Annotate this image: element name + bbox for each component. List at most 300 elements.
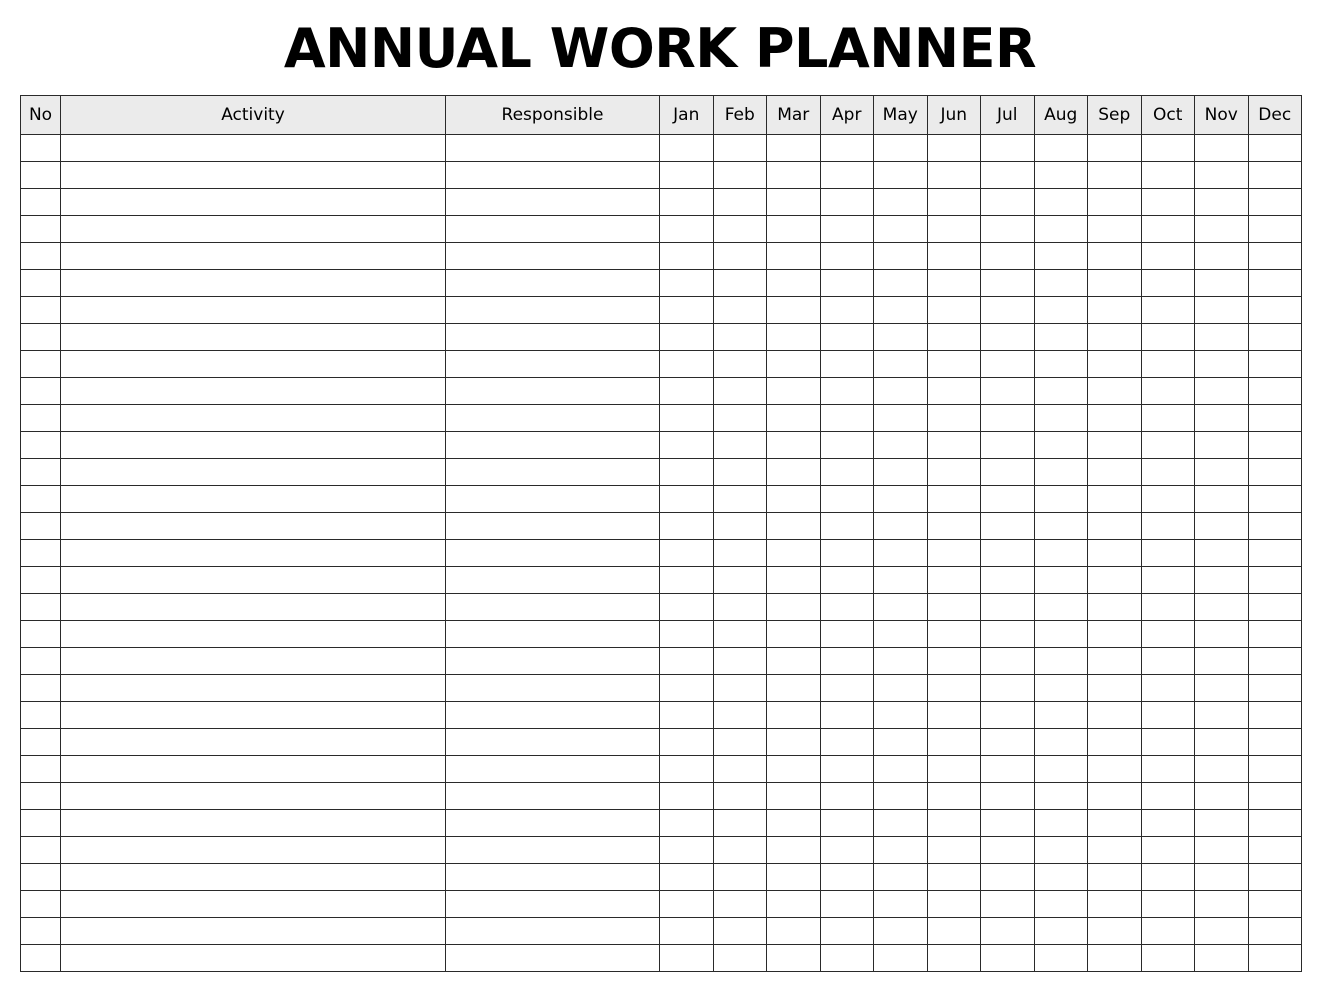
cell-no[interactable] bbox=[21, 810, 61, 837]
cell-nov[interactable] bbox=[1195, 189, 1249, 216]
cell-responsible[interactable] bbox=[446, 864, 660, 891]
cell-jun[interactable] bbox=[927, 189, 981, 216]
cell-activity[interactable] bbox=[61, 594, 446, 621]
cell-oct[interactable] bbox=[1141, 621, 1195, 648]
cell-jun[interactable] bbox=[927, 648, 981, 675]
cell-jul[interactable] bbox=[981, 216, 1035, 243]
cell-jun[interactable] bbox=[927, 405, 981, 432]
cell-no[interactable] bbox=[21, 216, 61, 243]
cell-responsible[interactable] bbox=[446, 837, 660, 864]
cell-feb[interactable] bbox=[713, 891, 767, 918]
cell-dec[interactable] bbox=[1248, 810, 1302, 837]
cell-activity[interactable] bbox=[61, 837, 446, 864]
cell-sep[interactable] bbox=[1088, 486, 1142, 513]
cell-apr[interactable] bbox=[820, 378, 874, 405]
cell-apr[interactable] bbox=[820, 945, 874, 972]
cell-feb[interactable] bbox=[713, 162, 767, 189]
cell-jun[interactable] bbox=[927, 810, 981, 837]
cell-activity[interactable] bbox=[61, 162, 446, 189]
cell-dec[interactable] bbox=[1248, 405, 1302, 432]
cell-activity[interactable] bbox=[61, 729, 446, 756]
cell-responsible[interactable] bbox=[446, 351, 660, 378]
cell-jun[interactable] bbox=[927, 945, 981, 972]
cell-apr[interactable] bbox=[820, 135, 874, 162]
cell-sep[interactable] bbox=[1088, 243, 1142, 270]
cell-sep[interactable] bbox=[1088, 648, 1142, 675]
cell-no[interactable] bbox=[21, 270, 61, 297]
cell-may[interactable] bbox=[874, 297, 928, 324]
cell-dec[interactable] bbox=[1248, 675, 1302, 702]
cell-no[interactable] bbox=[21, 945, 61, 972]
cell-jul[interactable] bbox=[981, 621, 1035, 648]
cell-mar[interactable] bbox=[767, 486, 821, 513]
cell-oct[interactable] bbox=[1141, 405, 1195, 432]
cell-dec[interactable] bbox=[1248, 648, 1302, 675]
cell-may[interactable] bbox=[874, 567, 928, 594]
cell-nov[interactable] bbox=[1195, 243, 1249, 270]
cell-nov[interactable] bbox=[1195, 297, 1249, 324]
cell-oct[interactable] bbox=[1141, 756, 1195, 783]
cell-jan[interactable] bbox=[660, 621, 714, 648]
cell-nov[interactable] bbox=[1195, 837, 1249, 864]
cell-aug[interactable] bbox=[1034, 432, 1088, 459]
cell-jan[interactable] bbox=[660, 756, 714, 783]
cell-oct[interactable] bbox=[1141, 675, 1195, 702]
cell-aug[interactable] bbox=[1034, 405, 1088, 432]
cell-jan[interactable] bbox=[660, 918, 714, 945]
cell-may[interactable] bbox=[874, 864, 928, 891]
cell-activity[interactable] bbox=[61, 378, 446, 405]
cell-nov[interactable] bbox=[1195, 675, 1249, 702]
cell-oct[interactable] bbox=[1141, 540, 1195, 567]
cell-jun[interactable] bbox=[927, 270, 981, 297]
cell-no[interactable] bbox=[21, 378, 61, 405]
cell-activity[interactable] bbox=[61, 675, 446, 702]
cell-oct[interactable] bbox=[1141, 135, 1195, 162]
cell-sep[interactable] bbox=[1088, 513, 1142, 540]
cell-jun[interactable] bbox=[927, 621, 981, 648]
cell-activity[interactable] bbox=[61, 540, 446, 567]
cell-apr[interactable] bbox=[820, 594, 874, 621]
cell-nov[interactable] bbox=[1195, 594, 1249, 621]
cell-dec[interactable] bbox=[1248, 540, 1302, 567]
cell-feb[interactable] bbox=[713, 864, 767, 891]
cell-oct[interactable] bbox=[1141, 378, 1195, 405]
cell-may[interactable] bbox=[874, 459, 928, 486]
cell-may[interactable] bbox=[874, 486, 928, 513]
cell-jul[interactable] bbox=[981, 810, 1035, 837]
cell-nov[interactable] bbox=[1195, 405, 1249, 432]
cell-activity[interactable] bbox=[61, 270, 446, 297]
cell-feb[interactable] bbox=[713, 567, 767, 594]
cell-aug[interactable] bbox=[1034, 270, 1088, 297]
cell-mar[interactable] bbox=[767, 810, 821, 837]
cell-responsible[interactable] bbox=[446, 648, 660, 675]
cell-sep[interactable] bbox=[1088, 756, 1142, 783]
cell-jul[interactable] bbox=[981, 405, 1035, 432]
cell-dec[interactable] bbox=[1248, 594, 1302, 621]
cell-may[interactable] bbox=[874, 783, 928, 810]
cell-aug[interactable] bbox=[1034, 702, 1088, 729]
cell-feb[interactable] bbox=[713, 594, 767, 621]
cell-apr[interactable] bbox=[820, 810, 874, 837]
cell-mar[interactable] bbox=[767, 648, 821, 675]
cell-no[interactable] bbox=[21, 486, 61, 513]
cell-jul[interactable] bbox=[981, 729, 1035, 756]
cell-dec[interactable] bbox=[1248, 567, 1302, 594]
cell-mar[interactable] bbox=[767, 594, 821, 621]
cell-nov[interactable] bbox=[1195, 432, 1249, 459]
cell-feb[interactable] bbox=[713, 702, 767, 729]
cell-no[interactable] bbox=[21, 702, 61, 729]
cell-activity[interactable] bbox=[61, 756, 446, 783]
cell-jul[interactable] bbox=[981, 189, 1035, 216]
cell-jan[interactable] bbox=[660, 405, 714, 432]
cell-jan[interactable] bbox=[660, 837, 714, 864]
cell-activity[interactable] bbox=[61, 405, 446, 432]
cell-no[interactable] bbox=[21, 540, 61, 567]
cell-may[interactable] bbox=[874, 648, 928, 675]
cell-apr[interactable] bbox=[820, 162, 874, 189]
cell-activity[interactable] bbox=[61, 486, 446, 513]
cell-jun[interactable] bbox=[927, 216, 981, 243]
cell-jun[interactable] bbox=[927, 540, 981, 567]
cell-aug[interactable] bbox=[1034, 135, 1088, 162]
cell-mar[interactable] bbox=[767, 243, 821, 270]
cell-may[interactable] bbox=[874, 351, 928, 378]
cell-apr[interactable] bbox=[820, 189, 874, 216]
cell-aug[interactable] bbox=[1034, 675, 1088, 702]
cell-aug[interactable] bbox=[1034, 918, 1088, 945]
cell-jun[interactable] bbox=[927, 351, 981, 378]
cell-may[interactable] bbox=[874, 891, 928, 918]
cell-apr[interactable] bbox=[820, 756, 874, 783]
cell-sep[interactable] bbox=[1088, 189, 1142, 216]
cell-jun[interactable] bbox=[927, 702, 981, 729]
cell-jun[interactable] bbox=[927, 756, 981, 783]
cell-apr[interactable] bbox=[820, 297, 874, 324]
cell-sep[interactable] bbox=[1088, 459, 1142, 486]
cell-jan[interactable] bbox=[660, 486, 714, 513]
cell-jul[interactable] bbox=[981, 540, 1035, 567]
cell-oct[interactable] bbox=[1141, 324, 1195, 351]
cell-may[interactable] bbox=[874, 378, 928, 405]
cell-may[interactable] bbox=[874, 270, 928, 297]
cell-no[interactable] bbox=[21, 594, 61, 621]
cell-aug[interactable] bbox=[1034, 162, 1088, 189]
cell-dec[interactable] bbox=[1248, 837, 1302, 864]
cell-dec[interactable] bbox=[1248, 297, 1302, 324]
cell-oct[interactable] bbox=[1141, 243, 1195, 270]
cell-aug[interactable] bbox=[1034, 378, 1088, 405]
cell-activity[interactable] bbox=[61, 351, 446, 378]
cell-feb[interactable] bbox=[713, 378, 767, 405]
cell-no[interactable] bbox=[21, 729, 61, 756]
cell-jul[interactable] bbox=[981, 567, 1035, 594]
cell-nov[interactable] bbox=[1195, 324, 1249, 351]
cell-aug[interactable] bbox=[1034, 729, 1088, 756]
cell-mar[interactable] bbox=[767, 432, 821, 459]
cell-aug[interactable] bbox=[1034, 513, 1088, 540]
cell-oct[interactable] bbox=[1141, 837, 1195, 864]
cell-responsible[interactable] bbox=[446, 162, 660, 189]
cell-feb[interactable] bbox=[713, 756, 767, 783]
cell-apr[interactable] bbox=[820, 702, 874, 729]
cell-apr[interactable] bbox=[820, 891, 874, 918]
cell-may[interactable] bbox=[874, 432, 928, 459]
cell-jun[interactable] bbox=[927, 513, 981, 540]
cell-nov[interactable] bbox=[1195, 459, 1249, 486]
cell-jun[interactable] bbox=[927, 486, 981, 513]
cell-dec[interactable] bbox=[1248, 189, 1302, 216]
cell-jan[interactable] bbox=[660, 189, 714, 216]
cell-may[interactable] bbox=[874, 513, 928, 540]
cell-activity[interactable] bbox=[61, 243, 446, 270]
cell-sep[interactable] bbox=[1088, 945, 1142, 972]
cell-aug[interactable] bbox=[1034, 297, 1088, 324]
cell-jul[interactable] bbox=[981, 756, 1035, 783]
cell-mar[interactable] bbox=[767, 756, 821, 783]
cell-activity[interactable] bbox=[61, 297, 446, 324]
cell-may[interactable] bbox=[874, 162, 928, 189]
cell-responsible[interactable] bbox=[446, 783, 660, 810]
cell-jan[interactable] bbox=[660, 513, 714, 540]
cell-apr[interactable] bbox=[820, 432, 874, 459]
cell-dec[interactable] bbox=[1248, 270, 1302, 297]
cell-no[interactable] bbox=[21, 783, 61, 810]
cell-jul[interactable] bbox=[981, 378, 1035, 405]
cell-jan[interactable] bbox=[660, 864, 714, 891]
cell-mar[interactable] bbox=[767, 621, 821, 648]
cell-aug[interactable] bbox=[1034, 567, 1088, 594]
cell-mar[interactable] bbox=[767, 297, 821, 324]
cell-may[interactable] bbox=[874, 729, 928, 756]
cell-may[interactable] bbox=[874, 540, 928, 567]
cell-sep[interactable] bbox=[1088, 432, 1142, 459]
cell-jun[interactable] bbox=[927, 891, 981, 918]
cell-jun[interactable] bbox=[927, 594, 981, 621]
cell-jul[interactable] bbox=[981, 324, 1035, 351]
cell-feb[interactable] bbox=[713, 810, 767, 837]
cell-jan[interactable] bbox=[660, 351, 714, 378]
cell-sep[interactable] bbox=[1088, 918, 1142, 945]
cell-may[interactable] bbox=[874, 756, 928, 783]
cell-activity[interactable] bbox=[61, 135, 446, 162]
cell-sep[interactable] bbox=[1088, 729, 1142, 756]
cell-nov[interactable] bbox=[1195, 621, 1249, 648]
cell-nov[interactable] bbox=[1195, 756, 1249, 783]
cell-sep[interactable] bbox=[1088, 324, 1142, 351]
cell-jan[interactable] bbox=[660, 648, 714, 675]
cell-feb[interactable] bbox=[713, 216, 767, 243]
cell-jul[interactable] bbox=[981, 702, 1035, 729]
cell-dec[interactable] bbox=[1248, 351, 1302, 378]
cell-activity[interactable] bbox=[61, 459, 446, 486]
cell-no[interactable] bbox=[21, 324, 61, 351]
cell-feb[interactable] bbox=[713, 432, 767, 459]
cell-feb[interactable] bbox=[713, 405, 767, 432]
cell-oct[interactable] bbox=[1141, 891, 1195, 918]
cell-jul[interactable] bbox=[981, 675, 1035, 702]
cell-responsible[interactable] bbox=[446, 891, 660, 918]
cell-dec[interactable] bbox=[1248, 324, 1302, 351]
cell-jun[interactable] bbox=[927, 459, 981, 486]
cell-dec[interactable] bbox=[1248, 135, 1302, 162]
cell-jul[interactable] bbox=[981, 243, 1035, 270]
cell-may[interactable] bbox=[874, 594, 928, 621]
cell-dec[interactable] bbox=[1248, 162, 1302, 189]
cell-feb[interactable] bbox=[713, 459, 767, 486]
cell-nov[interactable] bbox=[1195, 810, 1249, 837]
cell-jul[interactable] bbox=[981, 162, 1035, 189]
cell-nov[interactable] bbox=[1195, 540, 1249, 567]
cell-oct[interactable] bbox=[1141, 513, 1195, 540]
cell-sep[interactable] bbox=[1088, 378, 1142, 405]
cell-apr[interactable] bbox=[820, 648, 874, 675]
cell-jan[interactable] bbox=[660, 594, 714, 621]
cell-no[interactable] bbox=[21, 837, 61, 864]
cell-aug[interactable] bbox=[1034, 783, 1088, 810]
cell-nov[interactable] bbox=[1195, 486, 1249, 513]
cell-jun[interactable] bbox=[927, 324, 981, 351]
cell-feb[interactable] bbox=[713, 243, 767, 270]
cell-feb[interactable] bbox=[713, 513, 767, 540]
cell-feb[interactable] bbox=[713, 135, 767, 162]
cell-oct[interactable] bbox=[1141, 810, 1195, 837]
cell-mar[interactable] bbox=[767, 351, 821, 378]
cell-feb[interactable] bbox=[713, 648, 767, 675]
cell-sep[interactable] bbox=[1088, 837, 1142, 864]
cell-apr[interactable] bbox=[820, 270, 874, 297]
cell-mar[interactable] bbox=[767, 135, 821, 162]
cell-oct[interactable] bbox=[1141, 270, 1195, 297]
cell-nov[interactable] bbox=[1195, 378, 1249, 405]
cell-responsible[interactable] bbox=[446, 729, 660, 756]
cell-aug[interactable] bbox=[1034, 540, 1088, 567]
cell-dec[interactable] bbox=[1248, 432, 1302, 459]
cell-apr[interactable] bbox=[820, 216, 874, 243]
cell-feb[interactable] bbox=[713, 783, 767, 810]
cell-mar[interactable] bbox=[767, 216, 821, 243]
cell-sep[interactable] bbox=[1088, 594, 1142, 621]
cell-responsible[interactable] bbox=[446, 486, 660, 513]
cell-mar[interactable] bbox=[767, 675, 821, 702]
cell-responsible[interactable] bbox=[446, 243, 660, 270]
cell-mar[interactable] bbox=[767, 891, 821, 918]
cell-jan[interactable] bbox=[660, 675, 714, 702]
cell-jan[interactable] bbox=[660, 567, 714, 594]
cell-activity[interactable] bbox=[61, 945, 446, 972]
cell-nov[interactable] bbox=[1195, 891, 1249, 918]
cell-feb[interactable] bbox=[713, 837, 767, 864]
cell-no[interactable] bbox=[21, 756, 61, 783]
cell-feb[interactable] bbox=[713, 324, 767, 351]
cell-apr[interactable] bbox=[820, 243, 874, 270]
cell-activity[interactable] bbox=[61, 783, 446, 810]
cell-feb[interactable] bbox=[713, 540, 767, 567]
cell-jun[interactable] bbox=[927, 729, 981, 756]
cell-may[interactable] bbox=[874, 702, 928, 729]
cell-nov[interactable] bbox=[1195, 270, 1249, 297]
cell-apr[interactable] bbox=[820, 621, 874, 648]
cell-apr[interactable] bbox=[820, 729, 874, 756]
cell-mar[interactable] bbox=[767, 864, 821, 891]
cell-jan[interactable] bbox=[660, 243, 714, 270]
cell-dec[interactable] bbox=[1248, 756, 1302, 783]
cell-sep[interactable] bbox=[1088, 810, 1142, 837]
cell-jul[interactable] bbox=[981, 513, 1035, 540]
cell-oct[interactable] bbox=[1141, 459, 1195, 486]
cell-oct[interactable] bbox=[1141, 918, 1195, 945]
cell-dec[interactable] bbox=[1248, 864, 1302, 891]
cell-sep[interactable] bbox=[1088, 270, 1142, 297]
cell-jan[interactable] bbox=[660, 324, 714, 351]
cell-nov[interactable] bbox=[1195, 567, 1249, 594]
cell-feb[interactable] bbox=[713, 621, 767, 648]
cell-aug[interactable] bbox=[1034, 216, 1088, 243]
cell-no[interactable] bbox=[21, 513, 61, 540]
cell-aug[interactable] bbox=[1034, 891, 1088, 918]
cell-activity[interactable] bbox=[61, 702, 446, 729]
cell-oct[interactable] bbox=[1141, 432, 1195, 459]
cell-oct[interactable] bbox=[1141, 648, 1195, 675]
cell-activity[interactable] bbox=[61, 513, 446, 540]
cell-jun[interactable] bbox=[927, 567, 981, 594]
cell-jan[interactable] bbox=[660, 378, 714, 405]
cell-activity[interactable] bbox=[61, 918, 446, 945]
cell-responsible[interactable] bbox=[446, 297, 660, 324]
cell-nov[interactable] bbox=[1195, 918, 1249, 945]
cell-jul[interactable] bbox=[981, 270, 1035, 297]
cell-jun[interactable] bbox=[927, 243, 981, 270]
cell-jan[interactable] bbox=[660, 702, 714, 729]
cell-sep[interactable] bbox=[1088, 783, 1142, 810]
cell-responsible[interactable] bbox=[446, 459, 660, 486]
cell-jan[interactable] bbox=[660, 945, 714, 972]
cell-sep[interactable] bbox=[1088, 621, 1142, 648]
cell-responsible[interactable] bbox=[446, 918, 660, 945]
cell-aug[interactable] bbox=[1034, 648, 1088, 675]
cell-jun[interactable] bbox=[927, 918, 981, 945]
cell-jul[interactable] bbox=[981, 891, 1035, 918]
cell-nov[interactable] bbox=[1195, 702, 1249, 729]
cell-no[interactable] bbox=[21, 864, 61, 891]
cell-no[interactable] bbox=[21, 891, 61, 918]
cell-apr[interactable] bbox=[820, 459, 874, 486]
cell-aug[interactable] bbox=[1034, 837, 1088, 864]
cell-dec[interactable] bbox=[1248, 378, 1302, 405]
cell-responsible[interactable] bbox=[446, 945, 660, 972]
cell-activity[interactable] bbox=[61, 891, 446, 918]
cell-sep[interactable] bbox=[1088, 162, 1142, 189]
cell-jul[interactable] bbox=[981, 837, 1035, 864]
cell-nov[interactable] bbox=[1195, 729, 1249, 756]
cell-mar[interactable] bbox=[767, 324, 821, 351]
cell-apr[interactable] bbox=[820, 540, 874, 567]
cell-jul[interactable] bbox=[981, 648, 1035, 675]
cell-aug[interactable] bbox=[1034, 189, 1088, 216]
cell-jul[interactable] bbox=[981, 135, 1035, 162]
cell-mar[interactable] bbox=[767, 783, 821, 810]
cell-no[interactable] bbox=[21, 567, 61, 594]
cell-dec[interactable] bbox=[1248, 621, 1302, 648]
cell-responsible[interactable] bbox=[446, 621, 660, 648]
cell-apr[interactable] bbox=[820, 864, 874, 891]
cell-oct[interactable] bbox=[1141, 594, 1195, 621]
cell-jun[interactable] bbox=[927, 297, 981, 324]
cell-mar[interactable] bbox=[767, 702, 821, 729]
cell-oct[interactable] bbox=[1141, 567, 1195, 594]
